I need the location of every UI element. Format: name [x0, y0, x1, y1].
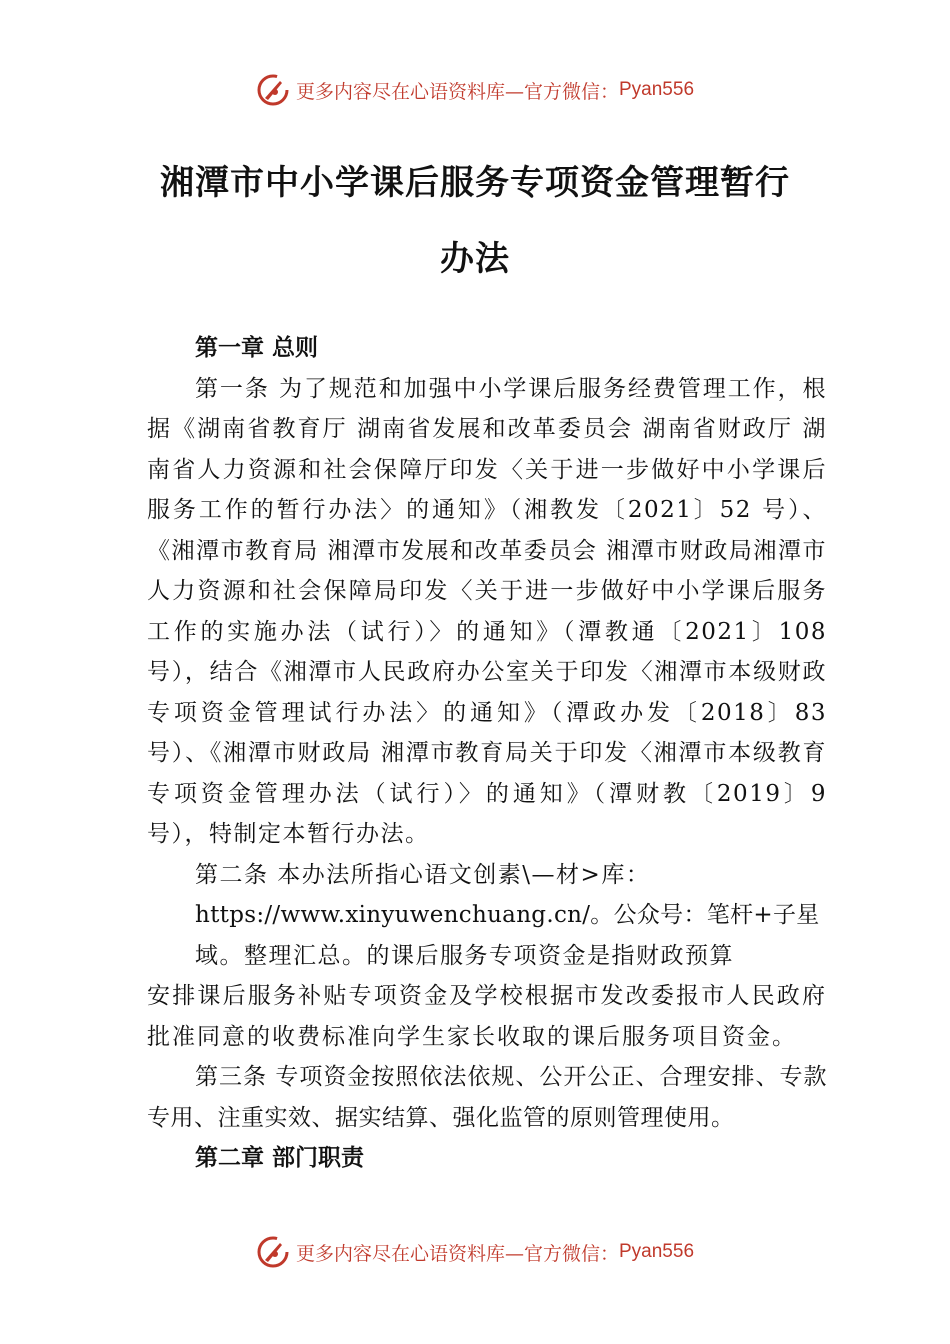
title-line-1: 湘潭市中小学课后服务专项资金管理暂行	[160, 163, 790, 203]
footer-banner	[0, 1235, 950, 1269]
article-2-line-3: 域。整理汇总。的课后服务专项资金是指财政预算	[195, 942, 734, 969]
header-banner	[0, 73, 950, 107]
document-body	[147, 328, 827, 1179]
brush-circle-logo-icon	[256, 1235, 290, 1269]
title-line-2: 办法	[440, 239, 510, 279]
article-1: 第一条 为了规范和加强中小学课后服务经费管理工作，根据《湖南省教育厅 湖南省发展和改革委员会 湖南省财政厅 湖南省人力资源和社会保障厅印发〈关于进一步做好中小学课后服务工作的暂行办法〉的通知》（湘教发〔2021〕52 号）、《湘潭市教育局 湘潭市发展和改革委员会 湘潭市财政局湘潭市人力资源和社会保障局印发〈关于进一步做好中小学课后服务工作的实施办法（试行）〉的通知》（潭教通〔2021〕108 号），结合《湘潭市人民政府办公室关于印发〈湘潭市本级财政专项资金管理试行办法〉的通知》（潭政办发〔2018〕83 号）、《湘潭市财政局 湘潭市教育局关于印发〈湘潭市本级教育专项资金管理办法（试行）〉的通知》（潭财教〔2019〕9 号），特制定本暂行办法。	[147, 375, 827, 847]
chapter-2-heading: 第二章 部门职责	[195, 1145, 365, 1171]
banner-account: Pyan556	[619, 79, 695, 100]
article-3: 第三条 专项资金按照依法依规、公开公正、合理安排、专款专用、注重实效、据实结算、强化监管的原则管理使用。	[147, 1064, 827, 1131]
banner-text: 更多内容尽在心语资料库—官方微信：	[295, 80, 619, 103]
banner-text: 更多内容尽在心语资料库—官方微信：	[295, 1242, 619, 1265]
document-title	[100, 145, 850, 297]
article-2-rest: 安排课后服务补贴专项资金及学校根据市发改委报市人民政府批准同意的收费标准向学生家长收取的课后服务项目资金。	[147, 983, 827, 1050]
chapter-1-heading: 第一章 总则	[195, 335, 319, 361]
article-2-line-2: https://www.xinyuwenchuang.cn/。公众号：笔杆+子星	[195, 902, 820, 928]
article-2	[147, 855, 827, 1058]
banner-account: Pyan556	[619, 1241, 695, 1262]
brush-circle-logo-icon	[256, 73, 290, 107]
article-2-line-1: 第二条 本办法所指心语文创素\—材>库：	[195, 861, 651, 888]
